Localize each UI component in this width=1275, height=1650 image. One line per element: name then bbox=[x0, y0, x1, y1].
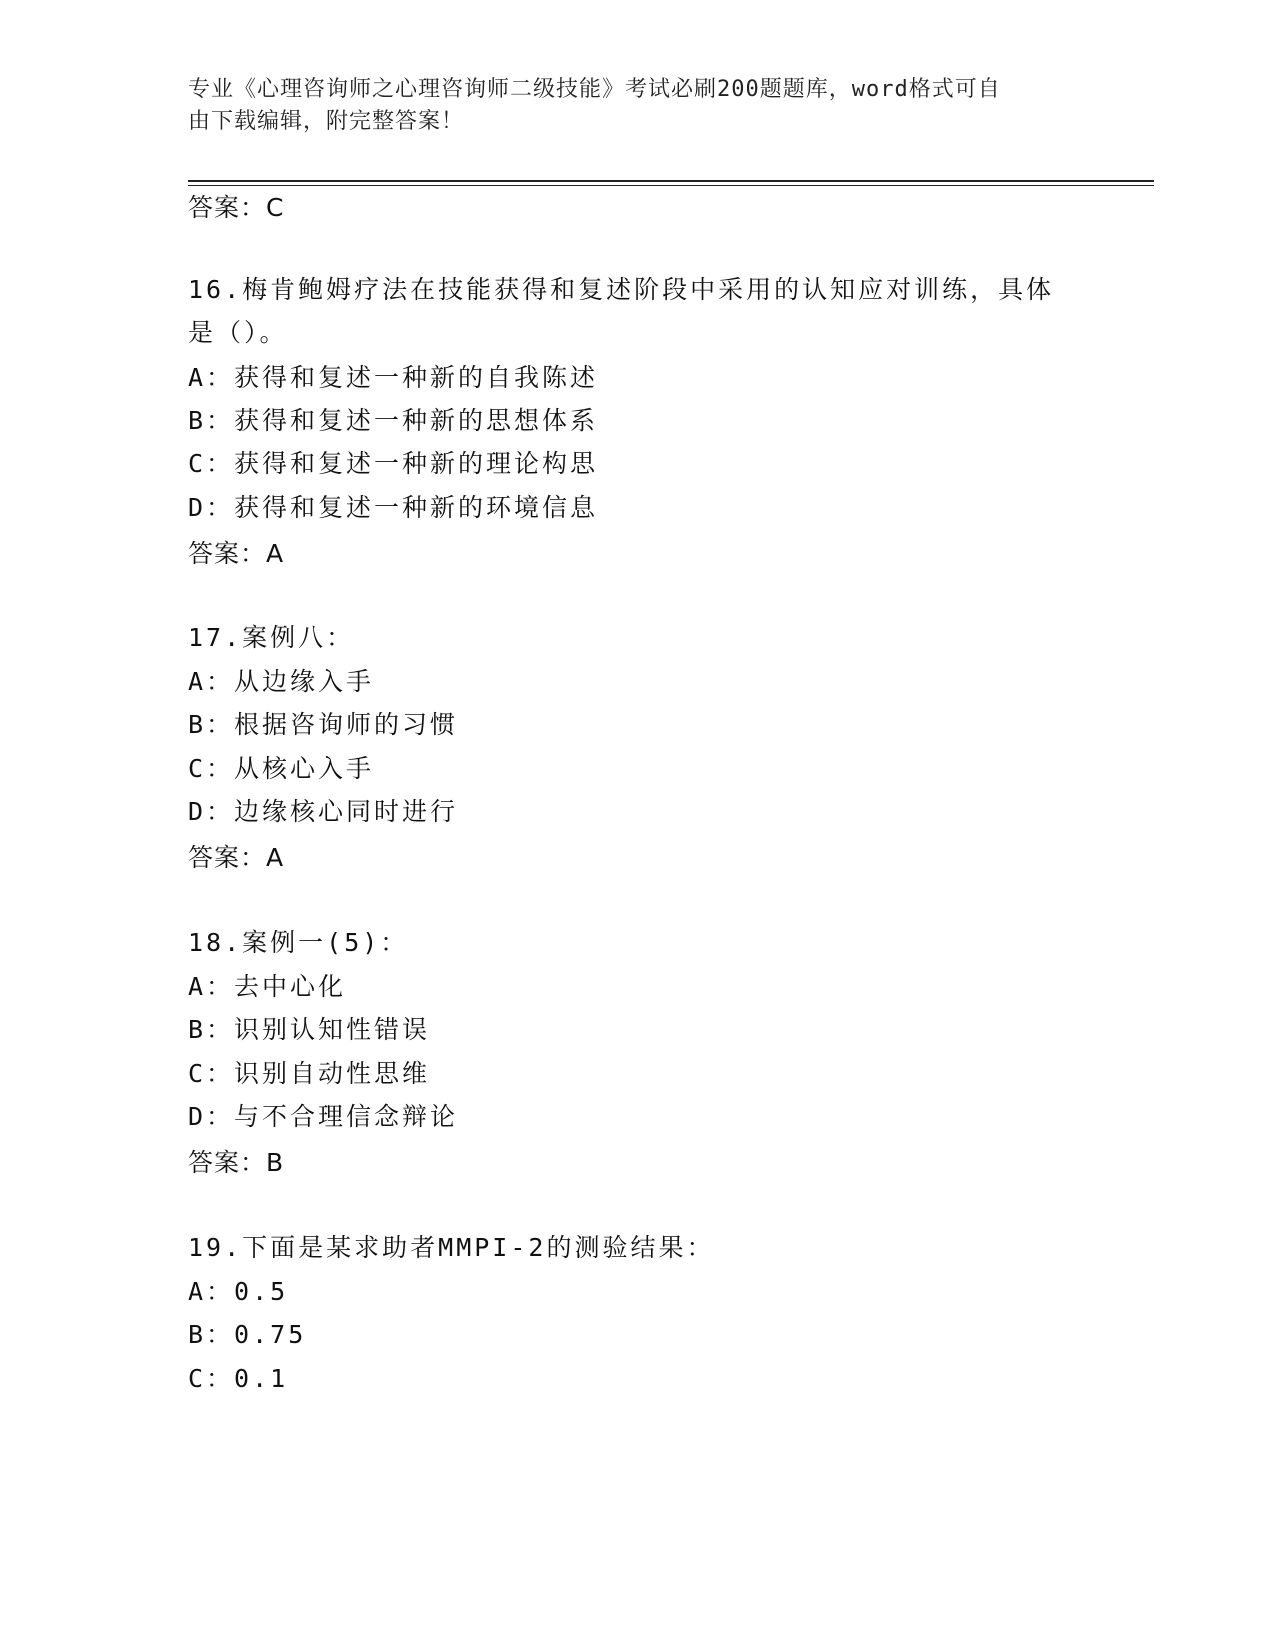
header-rule-thick bbox=[188, 180, 1154, 182]
question-16-stem-line2: 是（）。 bbox=[188, 318, 288, 347]
question-18-option-a: A：去中心化 bbox=[188, 972, 347, 1001]
question-19-stem: 19.下面是某求助者MMPI-2的测验结果： bbox=[188, 1233, 715, 1262]
question-17-option-a: A：从边缘入手 bbox=[188, 667, 375, 696]
answer-prev: 答案：C bbox=[188, 193, 285, 222]
question-16-answer: 答案：A bbox=[188, 539, 285, 568]
question-16-option-a: A：获得和复述一种新的自我陈述 bbox=[188, 363, 599, 392]
question-16-option-c: C：获得和复述一种新的理论构思 bbox=[188, 449, 599, 478]
question-18-stem: 18.案例一(5)： bbox=[188, 928, 409, 957]
question-18-option-b: B：识别认知性错误 bbox=[188, 1015, 431, 1044]
question-18-option-d: D：与不合理信念辩论 bbox=[188, 1102, 459, 1131]
question-17-stem: 17.案例八： bbox=[188, 623, 355, 652]
question-16-option-b: B：获得和复述一种新的思想体系 bbox=[188, 406, 599, 435]
question-17-option-c: C：从核心入手 bbox=[188, 754, 375, 783]
question-17-option-b: B：根据咨询师的习惯 bbox=[188, 710, 459, 739]
question-18-option-c: C：识别自动性思维 bbox=[188, 1059, 431, 1088]
question-17-answer: 答案：A bbox=[188, 843, 285, 872]
question-19-option-b: B：0.75 bbox=[188, 1320, 307, 1349]
document-header bbox=[188, 74, 1088, 138]
question-19-option-c: C：0.1 bbox=[188, 1364, 289, 1393]
header-rule-thin bbox=[188, 185, 1154, 186]
question-19-option-a: A：0.5 bbox=[188, 1277, 289, 1306]
question-17-option-d: D：边缘核心同时进行 bbox=[188, 797, 459, 826]
question-18-answer: 答案：B bbox=[188, 1148, 285, 1177]
question-16-option-d: D：获得和复述一种新的环境信息 bbox=[188, 493, 599, 522]
question-16-stem-line1: 16.梅肯鲍姆疗法在技能获得和复述阶段中采用的认知应对训练，具体 bbox=[188, 275, 1055, 304]
header-line-2: 由下载编辑，附完整答案！ bbox=[188, 109, 465, 134]
header-line-1: 专业《心理咨询师之心理咨询师二级技能》考试必刷200题题库，word格式可自 bbox=[188, 77, 1001, 102]
